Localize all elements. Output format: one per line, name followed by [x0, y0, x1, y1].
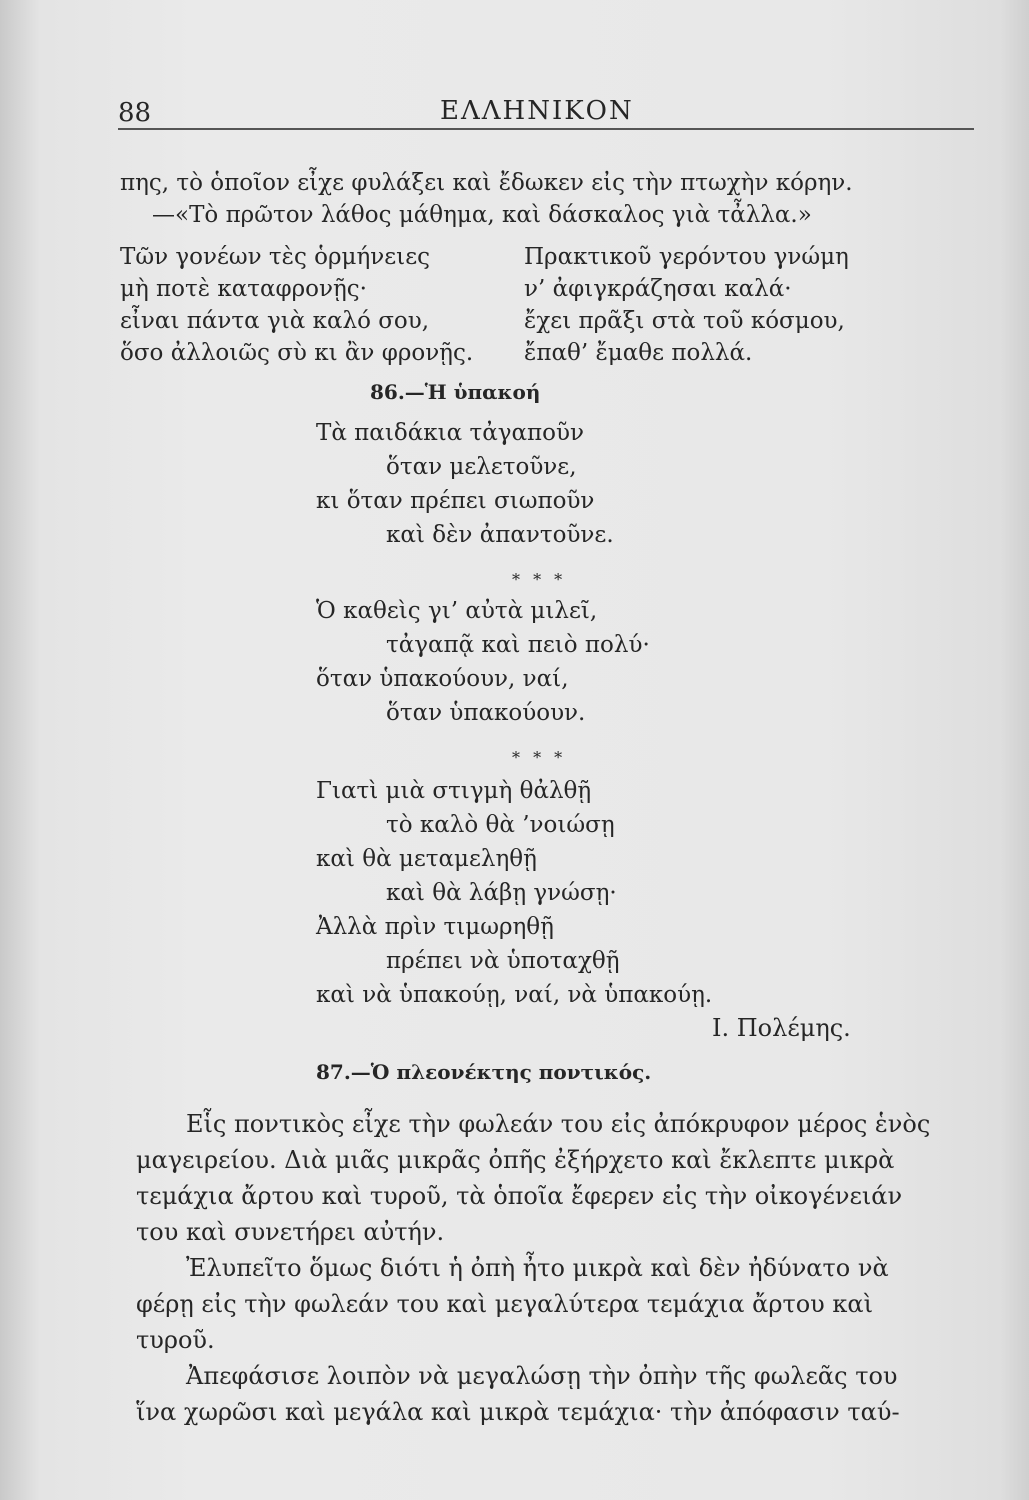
- stanza-line: ὅταν ὑπακούουν.: [386, 700, 586, 726]
- poem-left-line: μὴ ποτὲ καταφρονῇς·: [120, 276, 367, 302]
- stanza-line: καὶ δὲν ἀπαντοῦνε.: [386, 522, 614, 548]
- stanza-line: τὸ καλὸ θὰ ’νοιώσῃ: [386, 812, 615, 838]
- stanza-line: Ὁ καθεὶς γι’ αὐτὰ μιλεῖ,: [316, 598, 598, 624]
- paragraph-line: ἵνα χωρῶσι καὶ μεγάλα καὶ μικρὰ τεμάχια· τὴν ἀπόφασιν ταύ-: [136, 1398, 900, 1426]
- stanza-line: Γιατὶ μιὰ στιγμὴ θἀλθῇ: [316, 778, 592, 804]
- stanza-line: τἀγαπᾷ καὶ πειὸ πολύ·: [386, 632, 650, 658]
- running-title: ΕΛΛΗΝΙΚΟΝ: [440, 96, 634, 126]
- stanza-line: καὶ θὰ λάβῃ γνώσῃ·: [386, 880, 617, 906]
- section-86-title: 86.—Ἡ ὑπακοή: [370, 380, 541, 404]
- poem-right-line: ἔχει πρᾶξι στὰ τοῦ κόσμου,: [524, 308, 845, 334]
- intro-line-1: πης, τὸ ὁποῖον εἶχε φυλάξει καὶ ἔδωκεν εἰς τὴν πτωχὴν κόρην.: [120, 170, 853, 196]
- stanza-line: ὅταν μελετοῦνε,: [386, 454, 577, 480]
- stanza-line: καὶ νὰ ὑπακούῃ, ναί, νὰ ὑπακούῃ.: [316, 982, 713, 1008]
- stanza-line: ὅταν ὑπακούουν, ναί,: [316, 666, 569, 692]
- stanza-separator: * * *: [512, 570, 567, 589]
- poem-left-line: εἶναι πάντα γιὰ καλό σου,: [120, 308, 430, 334]
- paragraph-line: τεμάχια ἄρτου καὶ τυροῦ, τὰ ὁποῖα ἔφερεν εἰς τὴν οἰκογένειάν: [136, 1182, 903, 1210]
- paragraph-line: Ἀπεφάσισε λοιπὸν νὰ μεγαλώσῃ τὴν ὀπὴν τῆς φωλεᾶς του: [186, 1362, 898, 1390]
- paragraph-line: τυροῦ.: [136, 1326, 215, 1354]
- poem-left-line: ὅσο ἀλλοιῶς σὺ κι ἂν φρονῇς.: [120, 340, 474, 366]
- paragraph-line: Ἐλυπεῖτο ὅμως διότι ἡ ὀπὴ ἦτο μικρὰ καὶ δὲν ἠδύνατο νὰ: [186, 1254, 889, 1282]
- stanza-line: Τὰ παιδάκια τἀγαποῦν: [316, 420, 584, 446]
- poem-right-line: Πρακτικοῦ γερόντου γνώμη: [524, 244, 849, 270]
- page-number: 88: [118, 98, 152, 128]
- intro-line-2: —«Τὸ πρῶτον λάθος μάθημα, καὶ δάσκαλος γιὰ τἆλλα.»: [152, 202, 812, 228]
- page-header: [118, 92, 974, 132]
- stanza-line: πρέπει νὰ ὑποταχθῇ: [386, 948, 620, 974]
- section-87-title: 87.—Ὁ πλεονέκτης ποντικός.: [316, 1060, 652, 1084]
- paragraph-line: Εἷς ποντικὸς εἶχε τὴν φωλεάν του εἰς ἀπόκρυφον μέρος ἑνὸς: [186, 1110, 931, 1138]
- poem-right-line: ἔπαθ’ ἔμαθε πολλά.: [524, 340, 753, 366]
- paragraph-line: του καὶ συνετήρει αὐτήν.: [136, 1218, 445, 1246]
- stanza-separator: * * *: [512, 748, 567, 767]
- stanza-line: καὶ θὰ μεταμεληθῇ: [316, 846, 537, 872]
- poem-left-line: Τῶν γονέων τὲς ὁρμήνειες: [120, 244, 430, 270]
- stanza-line: Ἀλλὰ πρὶν τιμωρηθῇ: [316, 914, 554, 940]
- paragraph-line: φέρῃ εἰς τὴν φωλεάν του καὶ μεγαλύτερα τεμάχια ἄρτου καὶ: [136, 1290, 874, 1318]
- poem-author: Ι. Πολέμης.: [712, 1014, 851, 1042]
- header-rule: [118, 128, 974, 130]
- poem-right-line: ν’ ἀφιγκράζησαι καλά·: [524, 276, 792, 302]
- stanza-line: κι ὅταν πρέπει σιωποῦν: [316, 488, 595, 514]
- paragraph-line: μαγειρείου. Διὰ μιᾶς μικρᾶς ὀπῆς ἐξήρχετο καὶ ἔκλεπτε μικρὰ: [136, 1146, 895, 1174]
